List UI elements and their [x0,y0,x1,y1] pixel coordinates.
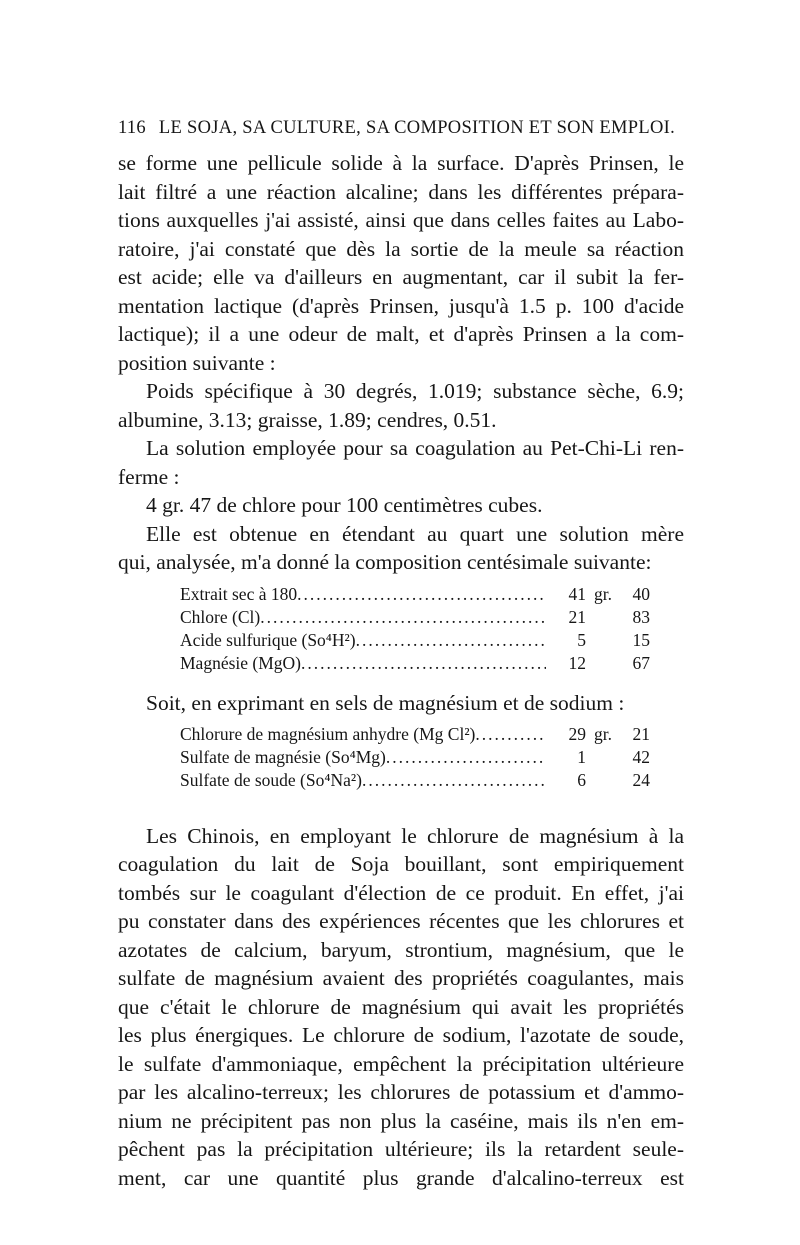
salts-intro: Soit, en exprimant en sels de magnésium et de sodium : [146,690,625,715]
spacer [118,800,684,822]
text-line: que c'était le chlorure de magnésium qui avait les propriétés [118,994,684,1019]
value-grams: 5 [577,629,586,650]
text-line: ferme : [118,464,180,489]
table-row [180,606,650,629]
book-page [118,118,684,1192]
value-grams: 21 [568,606,586,627]
value-fraction: 42 [632,746,650,767]
leader-dots [301,652,546,675]
leader-dots [386,746,546,769]
table-row [180,629,650,652]
text-line: Les Chinois, en employant le chlorure de magnésium à la [146,823,684,848]
text-line: le sulfate d'ammoniaque, empêchent la précipitation ultérieure [118,1051,684,1076]
text-line: lait filtré a une réaction alcaline; dans les différentes prépara- [118,179,684,204]
page-number: 116 [118,118,146,138]
row-label: Acide sulfurique (So⁴H²) [180,629,356,650]
text-line: lactique); il a une odeur de malt, et d'après Prinsen a la com- [118,322,684,346]
running-title: LE SOJA, SA CULTURE, SA COMPOSITION ET SON EMPLOI. [158,118,676,138]
table-row [180,746,650,769]
text-line: azotates de calcium, baryum, strontium, magnésium, que le [118,937,684,962]
paragraph-2 [118,377,684,434]
text-line: Elle est obtenue en étendant au quart une solution mère [146,521,684,546]
text-line: albumine, 3.13; graisse, 1.89; cendres, 0.51. [118,407,497,432]
unit: gr. [594,583,612,604]
table-row [180,583,650,606]
table-row [180,652,650,675]
text-line: tions auxquelles j'ai assisté, ainsi que dans celles faites au Labo- [118,208,684,232]
value-fraction: 67 [632,652,650,673]
value-grams: 41 [568,583,586,604]
text-line: qui, analysée, m'a donné la composition centésimale suivante: [118,550,652,574]
row-label: Chlore (Cl) [180,606,261,627]
row-label: Sulfate de magnésie (So⁴Mg) [180,746,386,767]
paragraph-1 [118,149,684,377]
text-line: position suivante : [118,350,276,375]
text-line: ratoire, j'ai constaté que dès la sortie de la meule sa réaction [118,236,684,261]
value-fraction: 40 [632,583,650,604]
composition-table [180,583,650,675]
text-line: nium ne précipitent pas non plus la caséine, mais ils n'en em- [118,1108,684,1133]
paragraph-3 [118,434,684,491]
paragraph-4 [118,491,684,520]
text-line: les plus énergiques. Le chlorure de sodium, l'azotate de soude, [118,1023,684,1047]
text-line: est acide; elle va d'ailleurs en augmentant, car il subit la fer- [118,265,684,289]
leader-dots [362,769,546,792]
row-label: Magnésie (MgO) [180,652,302,673]
table-row [180,769,650,792]
value-fraction: 15 [632,629,650,650]
running-header [118,118,684,139]
row-label: Extrait sec à 180 [180,583,298,604]
value-grams: 12 [568,652,586,673]
value-grams: 6 [577,769,586,790]
text-line: pêchent pas la précipitation ultérieure; ils la retardent seule- [118,1137,684,1161]
paragraph-6 [118,822,684,1193]
text-line: mentation lactique (d'après Prinsen, jusqu'à 1.5 p. 100 d'acide [118,293,684,318]
salts-table [180,723,650,792]
table-row [180,723,650,746]
text-line: ment, car une quantité plus grande d'alcalino-terreux est [118,1165,684,1190]
text-line: 4 gr. 47 de chlore pour 100 centimètres cubes. [146,493,543,517]
leader-dots [356,629,546,652]
text-line: sulfate de magnésium avaient des propriétés coagulantes, mais [118,966,684,990]
text-line: coagulation du lait de Soja bouillant, sont empiriquement [118,852,684,876]
value-fraction: 83 [632,606,650,627]
paragraph-5 [118,520,684,577]
value-grams: 29 [568,723,586,744]
text-line: La solution employée pour sa coagulation au Pet-Chi-Li ren- [146,436,684,460]
text-line: se forme une pellicule solide à la surface. D'après Prinsen, le [118,151,684,175]
value-fraction: 24 [632,769,650,790]
text-line: par les alcalino-terreux; les chlorures de potassium et d'ammo- [118,1080,684,1104]
leader-dots [475,723,546,746]
text-line: tombés sur le coagulant d'élection de ce produit. En effet, j'ai [118,880,684,905]
leader-dots [297,583,546,606]
leader-dots [260,606,546,629]
text-line: Poids spécifique à 30 degrés, 1.019; substance sèche, 6.9; [146,379,684,403]
value-fraction: 21 [632,723,650,744]
row-label: Sulfate de soude (So⁴Na²) [180,769,362,790]
row-label: Chlorure de magnésium anhydre (Mg Cl²) [180,723,476,744]
text-line: pu constater dans des expériences récentes que les chlorures et [118,909,684,933]
value-grams: 1 [577,746,586,767]
unit: gr. [594,723,612,744]
